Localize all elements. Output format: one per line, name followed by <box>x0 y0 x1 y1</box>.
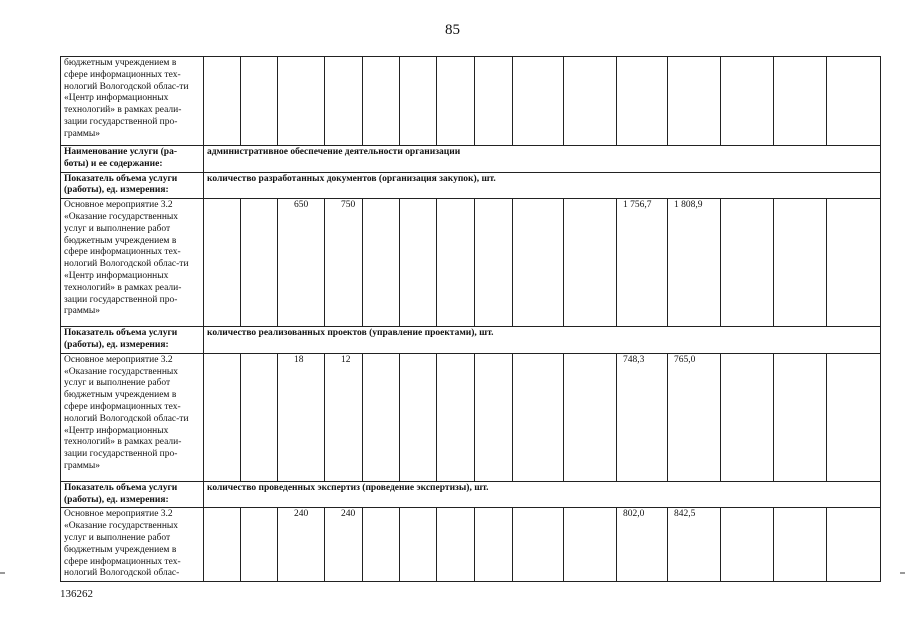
value-cell <box>513 353 564 481</box>
value-cell: 802,0 <box>617 508 668 582</box>
value-cell: 765,0 <box>668 353 721 481</box>
value-cell <box>564 57 617 146</box>
value-cell: 1 756,7 <box>617 199 668 327</box>
value-cell <box>475 57 513 146</box>
value-cell <box>827 199 881 327</box>
value-cell: 748,3 <box>617 353 668 481</box>
left-edge-mark <box>0 572 5 574</box>
value-cell <box>363 508 400 582</box>
value-cell <box>721 57 774 146</box>
activity-description: Основное мероприятие 3.2 «Оказание государственных услуг и выполнение работ бюджетным учреждением в сфере информационных тех-нологий Вологодской облас- <box>61 508 204 582</box>
value-cell <box>400 57 437 146</box>
indicator-header-row <box>61 146 881 173</box>
value-cell <box>241 508 278 582</box>
indicator-value: количество проведенных экспертиз (проведение экспертизы), шт. <box>204 481 881 508</box>
value-cell <box>721 353 774 481</box>
indicator-header-row <box>61 481 881 508</box>
indicator-label: Наименование услуги (ра-боты) и ее содержание: <box>61 146 204 173</box>
value-cell <box>475 199 513 327</box>
services-table <box>60 56 881 582</box>
value-cell <box>437 353 475 481</box>
value-cell <box>204 353 241 481</box>
value-cell <box>774 57 827 146</box>
value-cell: 750 <box>325 199 363 327</box>
value-cell <box>513 199 564 327</box>
indicator-value: количество разработанных документов (организация закупок), шт. <box>204 172 881 199</box>
indicator-label: Показатель объема услуги (работы), ед. измерения: <box>61 481 204 508</box>
value-cell: 240 <box>325 508 363 582</box>
value-cell <box>204 199 241 327</box>
value-cell <box>400 199 437 327</box>
value-cell <box>325 57 363 146</box>
value-cell <box>363 57 400 146</box>
value-cell <box>827 508 881 582</box>
table-row <box>61 199 881 327</box>
value-cell <box>774 199 827 327</box>
value-cell <box>827 57 881 146</box>
activity-description: Основное мероприятие 3.2 «Оказание государственных услуг и выполнение работ бюджетным учреждением в сфере информационных тех-нологий Вологодской облас-ти «Центр информационных технологий» в рамках реали-зации государственной про-граммы» <box>61 199 204 327</box>
value-cell <box>774 508 827 582</box>
value-cell <box>513 57 564 146</box>
value-cell <box>363 199 400 327</box>
value-cell <box>400 508 437 582</box>
indicator-header-row <box>61 172 881 199</box>
table-row <box>61 508 881 582</box>
value-cell <box>475 353 513 481</box>
value-cell <box>278 57 325 146</box>
indicator-label: Показатель объема услуги (работы), ед. измерения: <box>61 172 204 199</box>
table-row <box>61 57 881 146</box>
value-cell: 1 808,9 <box>668 199 721 327</box>
page-number: 85 <box>445 22 460 38</box>
value-cell <box>617 57 668 146</box>
value-cell <box>721 508 774 582</box>
value-cell <box>564 508 617 582</box>
value-cell <box>437 508 475 582</box>
value-cell <box>400 353 437 481</box>
document-code: 136262 <box>60 588 93 600</box>
indicator-label: Показатель объема услуги (работы), ед. измерения: <box>61 327 204 354</box>
activity-description: Основное мероприятие 3.2 «Оказание государственных услуг и выполнение работ бюджетным учреждением в сфере информационных тех-нологий Вологодской облас-ти «Центр информационных технологий» в рамках реали-зации государственной про-граммы» <box>61 353 204 481</box>
indicator-header-row <box>61 327 881 354</box>
value-cell: 240 <box>278 508 325 582</box>
value-cell <box>241 353 278 481</box>
value-cell <box>475 508 513 582</box>
indicator-value: количество реализованных проектов (управление проектами), шт. <box>204 327 881 354</box>
value-cell: 842,5 <box>668 508 721 582</box>
indicator-value: административное обеспечение деятельности организации <box>204 146 881 173</box>
activity-description: бюджетным учреждением в сфере информационных тех-нологий Вологодской облас-ти «Центр информационных технологий» в рамках реали-зации государственной про-граммы» <box>61 57 204 146</box>
value-cell <box>513 508 564 582</box>
value-cell <box>241 199 278 327</box>
value-cell <box>668 57 721 146</box>
value-cell <box>721 199 774 327</box>
value-cell <box>774 353 827 481</box>
value-cell <box>827 353 881 481</box>
value-cell <box>437 57 475 146</box>
value-cell: 12 <box>325 353 363 481</box>
value-cell <box>204 57 241 146</box>
value-cell <box>564 199 617 327</box>
value-cell <box>363 353 400 481</box>
value-cell: 18 <box>278 353 325 481</box>
table-row <box>61 353 881 481</box>
right-edge-mark <box>900 572 905 574</box>
value-cell: 650 <box>278 199 325 327</box>
value-cell <box>437 199 475 327</box>
value-cell <box>241 57 278 146</box>
value-cell <box>564 353 617 481</box>
value-cell <box>204 508 241 582</box>
